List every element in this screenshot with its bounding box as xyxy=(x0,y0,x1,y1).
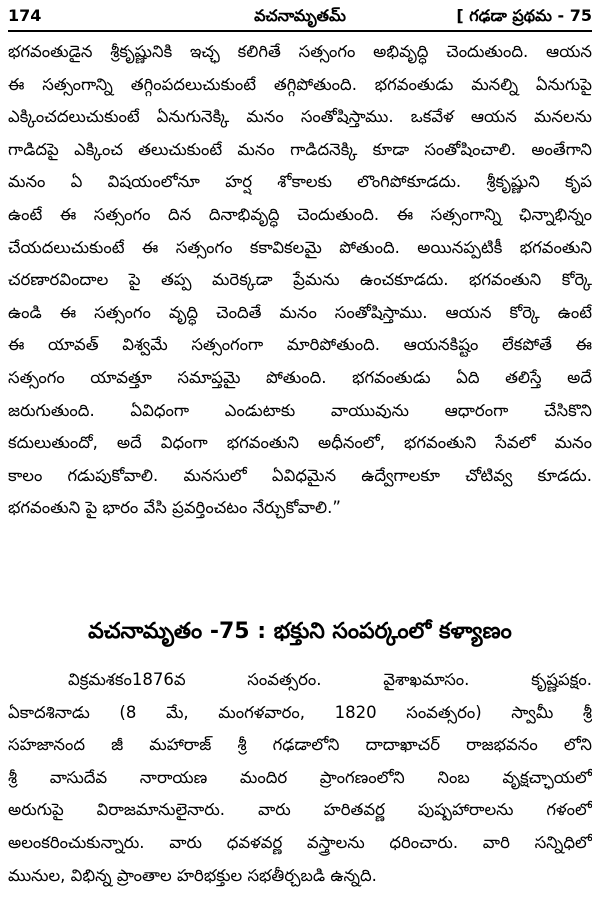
text-line: సత్సంగం యావత్తూ సమాప్తమై పోతుంది. భగవంతుడు ఏది తలిస్తే అదే xyxy=(8,367,592,387)
text-line: ఉండి ఈ సత్సంగం వృద్ధి చెందితే మనం సంతోషిస్తాము. ఆయన కోర్కె ఉంటే xyxy=(8,302,592,322)
text-line: శ్రీ వాసుదేవ నారాయణ మందిర ప్రాంగణంలోని నింబ వృక్షచ్ఛాయలో xyxy=(8,767,592,787)
text-line: చేయదలుచుకుంటే ఈ సత్సంగం కకావికలమై పోతుంది. అయినప్పటికీ భగవంతుని xyxy=(8,237,592,257)
text-line: భగవంతుడైన శ్రీకృష్ణునికి ఇచ్ఛ కలిగితే సత్సంగం అభివృద్ధి చెందుతుంది. ఆయన xyxy=(8,42,592,61)
page-header xyxy=(8,0,592,32)
text-line: ఈ యావత్ విశ్వమే సత్సంగంగా మారిపోతుంది. ఆయనకిష్టం లేకపోతే ఈ xyxy=(8,335,592,355)
paragraph-2 xyxy=(8,664,592,892)
section-heading: వచనామృతం -75 : భక్తుని సంపర్కంలో కళ్యాణం xyxy=(88,619,512,644)
text-line: అరుగుపై విరాజమానులైనారు. వారు హరితవర్ణ పుష్పహారాలను గళంలో xyxy=(8,800,592,820)
text-line: ఈ సత్సంగాన్ని తగ్గింపదలుచుకుంటే తగ్గిపోతుంది. భగవంతుడు మనల్ని ఏనుగుపై xyxy=(8,74,592,94)
paragraph-1 xyxy=(8,36,592,525)
text-line: సహజానంద జీ మహారాజ్ శ్రీ గఢడాలోని దాదాఖాచర్ రాజభవనం లోని xyxy=(8,735,592,755)
text-line: అలంకరించుకున్నారు. వారు ధవళవర్ణ వస్త్రాలను ధరించారు. వారి సన్నిధిలో xyxy=(8,832,592,852)
text-line: మనం ఏ విషయంలోనూ హర్ష శోకాలకు లొంగిపోకూడదు. శ్రీకృష్ణుని కృప xyxy=(8,172,592,192)
section-reference: [ గఢడా ప్రథమ - 75 xyxy=(456,6,592,25)
text-line: మునుల, విభిన్న ప్రాంతాల హరిభక్తుల సభతీర్చబడి ఉన్నది. xyxy=(8,865,377,885)
text-line: గాడిదపై ఎక్కించ తలుచుకుంటే మనం గాడిదనెక్కి కూడా సంతోషించాలి. అంతేగాని xyxy=(8,139,592,159)
text-line: కాలం గడుపుకోవాలి. మనసులో ఏవిధమైన ఉద్వేగాలకూ చోటివ్వ కూడదు. xyxy=(8,465,592,485)
text-line: ఎక్కించదలుచుకుంటే ఏనుగునెక్కి మనం సంతోషిస్తాము. ఒకవేళ ఆయన మనలను xyxy=(8,107,592,127)
text-line: జరుగుతుంది. ఏవిధంగా ఎండుటాకు వాయువును ఆధారంగా చేసికొని xyxy=(8,400,592,420)
text-line: చరణారవిందాల పై తప్ప మరెక్కడా ప్రేమను ఉంచకూడదు. భగవంతుని కోర్కె xyxy=(8,270,592,290)
text-line: కదులుతుందో, అదే విధంగా భగవంతుని అధీనంలో, భగవంతుని సేవలో మనం xyxy=(8,433,592,453)
book-title: వచనామృతమ్ xyxy=(254,6,346,25)
page-number: 174 xyxy=(8,6,42,25)
text-line: విక్రమశకం1876వ సంవత్సరం. వైశాఖమాసం. కృష్ణపక్షం. xyxy=(68,670,592,689)
text-line: ఏకాదశినాడు (8 మే, మంగళవారం, 1820 సంవత్సరం) స్వామీ శ్రీ xyxy=(8,702,592,722)
text-line: ఉంటే ఈ సత్సంగం దిన దినాభివృద్ధి చెందుతుంది. ఈ సత్సంగాన్ని ఛిన్నాభిన్నం xyxy=(8,204,592,224)
text-line: భగవంతుని పై భారం వేసి ప్రవర్తించటం నేర్చుకోవాలి.” xyxy=(8,498,341,518)
